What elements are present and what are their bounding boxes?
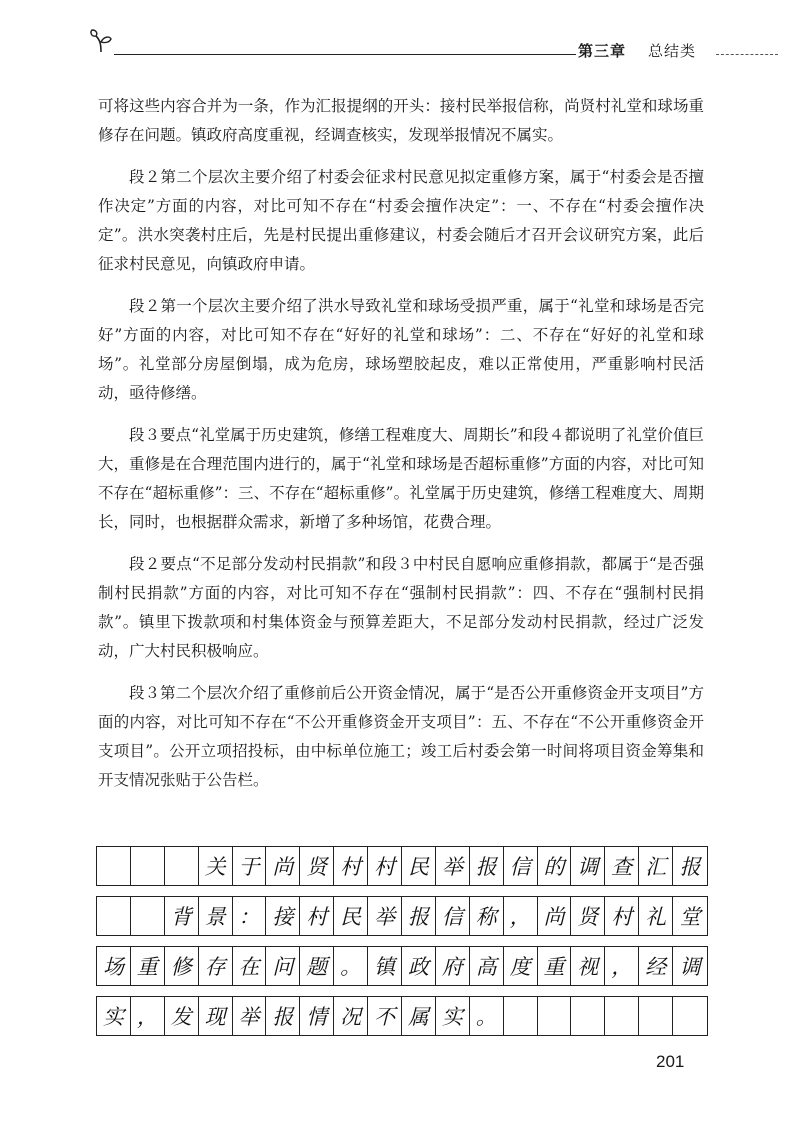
grid-cell: 题 (300, 946, 334, 986)
grid-cell: 贤 (300, 846, 334, 886)
grid-cell: 查 (605, 846, 639, 886)
paragraph: 段３要点“礼堂属于历史建筑，修缮工程难度大、周期长”和段４都说明了礼堂价值巨大，重修是在合理范围内进行的，属于“礼堂和球场是否超标重修”方面的内容，对比可知不存在“超标重修”：三、不存在“超标重修”。礼堂属于历史建筑，修缮工程难度大、周期长，同时，也根据群众需求，新增了多种场馆，花费合理。 (98, 426, 704, 531)
page-header (88, 26, 778, 66)
grid-cell (165, 846, 199, 886)
body-text (98, 92, 704, 808)
paragraph: 段２第二个层次主要介绍了村委会征求村民意见拟定重修方案，属于“村委会是否擅作决定”方面的内容，对比可知不存在“村委会擅作决定”：一、不存在“村委会擅作决定”。洪水突袭村庄后，先是村民提出重修建议，村委会随后才召开会议研究方案，此后征求村民意见，向镇政府申请。 (98, 168, 704, 273)
grid-cell: 汇 (639, 846, 673, 886)
grid-cell: 视 (571, 946, 605, 986)
grid-cell (131, 896, 165, 936)
chapter-category: 总结类 (648, 42, 697, 60)
grid-cell: 重 (131, 946, 165, 986)
grid-cell (504, 996, 538, 1036)
grid-cell: 景 (199, 896, 233, 936)
grid-cell: 举 (436, 846, 470, 886)
grid-cell (639, 996, 673, 1036)
grid-cell: 发 (165, 996, 199, 1036)
paragraph: 段３第二个层次介绍了重修前后公开资金情况，属于“是否公开重修资金开支项目”方面的内容，对比可知不存在“不公开重修资金开支项目”：五、不存在“不公开重修资金开支项目”。公开立项招投标，由中标单位施工；竣工后村委会第一时间将项目资金筹集和开支情况张贴于公告栏。 (98, 684, 704, 789)
grid-row (96, 996, 708, 1036)
grid-cell: 堂 (673, 896, 707, 936)
grid-cell (605, 996, 639, 1036)
leaf-sprout-icon (88, 28, 114, 54)
answer-grid (96, 846, 708, 1046)
grid-cell: 背 (165, 896, 199, 936)
grid-cell: 关 (199, 846, 233, 886)
grid-cell: ： (233, 896, 267, 936)
grid-cell: 情 (300, 996, 334, 1036)
grid-cell (97, 896, 131, 936)
grid-cell: 报 (266, 996, 300, 1036)
grid-cell: 调 (571, 846, 605, 886)
grid-cell: 于 (233, 846, 267, 886)
grid-cell: 存 (199, 946, 233, 986)
grid-cell: 修 (165, 946, 199, 986)
grid-cell: 村 (605, 896, 639, 936)
grid-cell: 信 (504, 846, 538, 886)
paragraph: 段２要点“不足部分发动村民捐款”和段３中村民自愿响应重修捐款，都属于“是否强制村民捐款”方面的内容，对比可知不存在“强制村民捐款”：四、不存在“强制村民捐款”。镇里下拨款项和村集体资金与预算差距大，不足部分发动村民捐款，经过广泛发动，广大村民积极响应。 (98, 555, 704, 660)
grid-cell: 贤 (571, 896, 605, 936)
grid-cell: ， (504, 896, 538, 936)
grid-cell: 镇 (368, 946, 402, 986)
paragraph: 段２第一个层次主要介绍了洪水导致礼堂和球场受损严重，属于“礼堂和球场是否完好”方面的内容，对比可知不存在“好好的礼堂和球场”：二、不存在“好好的礼堂和球场”。礼堂部分房屋倒塌，成为危房，球场塑胶起皮，难以正常使用，严重影响村民活动，亟待修缮。 (98, 297, 704, 402)
grid-cell: ， (131, 996, 165, 1036)
grid-cell (538, 996, 572, 1036)
grid-cell: 实 (436, 996, 470, 1036)
grid-cell: 实 (97, 996, 131, 1036)
grid-cell (571, 996, 605, 1036)
grid-cell: 况 (334, 996, 368, 1036)
grid-cell: 民 (334, 896, 368, 936)
grid-cell: 场 (97, 946, 131, 986)
grid-cell: 属 (402, 996, 436, 1036)
grid-cell: 的 (538, 846, 572, 886)
grid-cell: 礼 (639, 896, 673, 936)
grid-cell: 。 (334, 946, 368, 986)
grid-row (96, 896, 708, 936)
grid-cell: 府 (436, 946, 470, 986)
grid-cell: 村 (334, 846, 368, 886)
grid-cell: 信 (436, 896, 470, 936)
grid-cell (131, 846, 165, 886)
grid-row (96, 846, 708, 886)
grid-cell: 尚 (538, 896, 572, 936)
grid-cell: 接 (266, 896, 300, 936)
grid-cell: ， (605, 946, 639, 986)
grid-cell: 经 (639, 946, 673, 986)
header-dashed-rule (716, 54, 778, 55)
header-rule (114, 54, 576, 55)
chapter-title: 第三章 (578, 42, 627, 60)
grid-cell: 报 (470, 846, 504, 886)
grid-cell: 村 (368, 846, 402, 886)
grid-cell: 不 (368, 996, 402, 1036)
grid-cell (673, 996, 707, 1036)
grid-cell: 度 (504, 946, 538, 986)
grid-cell: 尚 (266, 846, 300, 886)
grid-cell: 村 (300, 896, 334, 936)
grid-cell: 现 (199, 996, 233, 1036)
grid-cell (97, 846, 131, 886)
grid-cell: 民 (402, 846, 436, 886)
grid-cell: 举 (368, 896, 402, 936)
grid-cell: 调 (673, 946, 707, 986)
grid-cell: 高 (470, 946, 504, 986)
grid-row (96, 946, 708, 986)
grid-cell: 重 (538, 946, 572, 986)
grid-cell: 称 (470, 896, 504, 936)
grid-cell: 举 (233, 996, 267, 1036)
grid-cell: 报 (402, 896, 436, 936)
grid-cell: 政 (402, 946, 436, 986)
grid-cell: 在 (233, 946, 267, 986)
page-number: 201 (656, 1052, 685, 1071)
grid-cell: 。 (470, 996, 504, 1036)
paragraph: 可将这些内容合并为一条，作为汇报提纲的开头：接村民举报信称，尚贤村礼堂和球场重修存在问题。镇政府高度重视，经调查核实，发现举报情况不属实。 (98, 97, 704, 144)
grid-cell: 问 (266, 946, 300, 986)
grid-cell: 报 (673, 846, 707, 886)
